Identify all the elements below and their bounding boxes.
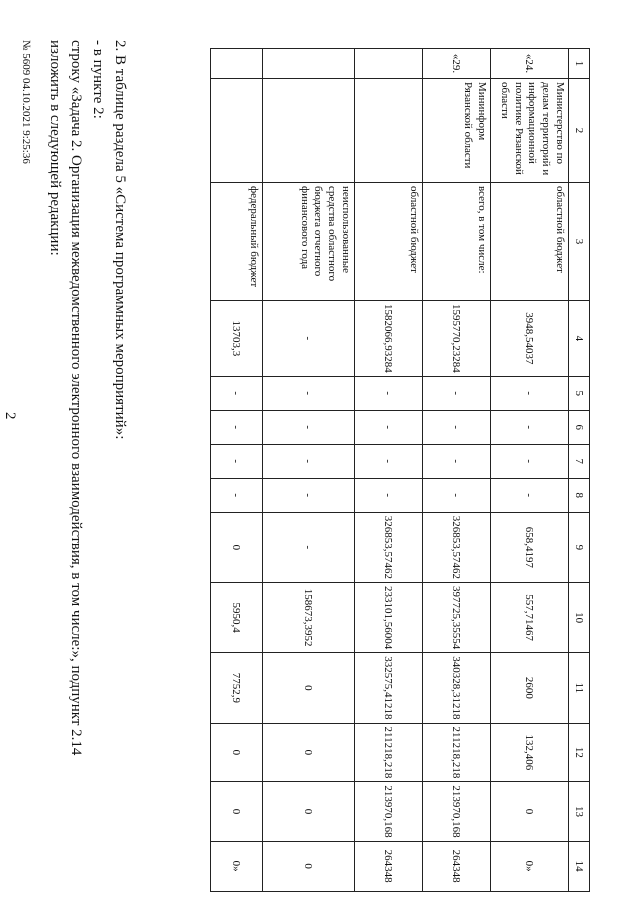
table-cell: - <box>211 376 263 410</box>
table-cell <box>263 79 355 183</box>
table-cell: 3948,54037 <box>491 301 569 377</box>
table-row <box>211 49 263 892</box>
table-cell: - <box>423 478 491 512</box>
column-header: 5 <box>569 376 590 410</box>
table-cell: 0 <box>263 782 355 841</box>
table-cell: 264348 <box>423 841 491 891</box>
table-cell: Мининформ Рязанской области <box>423 79 491 183</box>
table-cell: 2600 <box>491 653 569 723</box>
table-cell: 5950,4 <box>211 583 263 653</box>
table-cell <box>355 79 423 183</box>
table-cell: 1595770,23284 <box>423 301 491 377</box>
table-row <box>355 49 423 892</box>
table-cell: - <box>491 444 569 478</box>
amendment-line-1: 2. В таблице раздела 5 «Система программных мероприятий»: <box>112 40 128 440</box>
table-cell: 13703,3 <box>211 301 263 377</box>
column-header: 3 <box>569 183 590 301</box>
table-cell: 0 <box>211 782 263 841</box>
table-cell: Министерство по делам территорий и информационной политике Рязанской области <box>491 79 569 183</box>
table-cell: - <box>211 444 263 478</box>
table-cell: - <box>423 444 491 478</box>
table-cell: 0 <box>491 782 569 841</box>
table-cell: 0» <box>491 841 569 891</box>
table-cell: 326853,57462 <box>423 512 491 582</box>
table-cell: 211218,218 <box>355 723 423 782</box>
table-cell: - <box>263 478 355 512</box>
table-cell: «29. <box>423 49 491 79</box>
table-cell: неиспользованные средства областного бюджета отчетного финансового года <box>263 183 355 301</box>
table-cell: - <box>211 410 263 444</box>
column-header: 7 <box>569 444 590 478</box>
column-header: 4 <box>569 301 590 377</box>
table-cell: - <box>263 301 355 377</box>
table-header-row <box>569 49 590 892</box>
table-cell: 132,406 <box>491 723 569 782</box>
table-cell: федеральный бюджет <box>211 183 263 301</box>
column-header: 10 <box>569 583 590 653</box>
table-cell: - <box>263 376 355 410</box>
amendment-text <box>17 40 130 840</box>
table-cell: 1582066,93284 <box>355 301 423 377</box>
table-cell: - <box>355 478 423 512</box>
table-cell: - <box>423 410 491 444</box>
table-cell: - <box>211 478 263 512</box>
table-cell: 340328,31218 <box>423 653 491 723</box>
table-cell: 158673,3952 <box>263 583 355 653</box>
table-cell: - <box>491 478 569 512</box>
table-cell: областной бюджет <box>355 183 423 301</box>
table-cell: 233101,56004 <box>355 583 423 653</box>
column-header: 8 <box>569 478 590 512</box>
amendment-line-2: - в пункте 2: <box>90 40 107 119</box>
table-cell <box>211 49 263 79</box>
table-cell: 0 <box>211 512 263 582</box>
table-cell: 213970,168 <box>355 782 423 841</box>
column-header: 9 <box>569 512 590 582</box>
amendment-line-3: строку «Задача 2. Организация межведомственного электронного взаимодействия, в том числе:», подпункт 2.14 <box>68 40 85 756</box>
table-cell: 0» <box>211 841 263 891</box>
table-row <box>491 49 569 892</box>
column-header: 13 <box>569 782 590 841</box>
table-cell: 0 <box>263 841 355 891</box>
table-cell: - <box>423 376 491 410</box>
table-cell <box>263 49 355 79</box>
table-cell: «24. <box>491 49 569 79</box>
table-cell: 0 <box>263 723 355 782</box>
table-row <box>263 49 355 892</box>
column-header: 2 <box>569 79 590 183</box>
table-cell: 7752,9 <box>211 653 263 723</box>
programs-table <box>210 48 590 892</box>
table-cell: 397725,35554 <box>423 583 491 653</box>
table-cell: 211218,218 <box>423 723 491 782</box>
table-cell: - <box>263 512 355 582</box>
table-cell: 557,71467 <box>491 583 569 653</box>
column-header: 6 <box>569 410 590 444</box>
table-cell: 658,4197 <box>491 512 569 582</box>
table-cell: 0 <box>211 723 263 782</box>
table-cell: 213970,168 <box>423 782 491 841</box>
column-header: 12 <box>569 723 590 782</box>
table-cell: - <box>263 444 355 478</box>
column-header: 14 <box>569 841 590 891</box>
amendment-line-4: изложить в следующей редакции: <box>46 40 63 256</box>
table-cell <box>355 49 423 79</box>
table-cell: всего, в том числе: <box>423 183 491 301</box>
table-cell: 332575,41218 <box>355 653 423 723</box>
column-header: 1 <box>569 49 590 79</box>
table-cell: - <box>355 410 423 444</box>
table-cell: - <box>491 376 569 410</box>
table-cell: 326853,57462 <box>355 512 423 582</box>
table-cell: - <box>263 410 355 444</box>
page-number: 2 <box>2 412 18 420</box>
table-cell: областной бюджет <box>491 183 569 301</box>
table-cell: - <box>355 444 423 478</box>
table-cell: - <box>491 410 569 444</box>
table-cell: 0 <box>263 653 355 723</box>
table-cell <box>211 79 263 183</box>
table-row <box>423 49 491 892</box>
column-header: 11 <box>569 653 590 723</box>
table-cell: - <box>355 376 423 410</box>
document-reference: № 5609 04.10.2021 9:25:36 <box>20 40 32 164</box>
table-cell: 264348 <box>355 841 423 891</box>
